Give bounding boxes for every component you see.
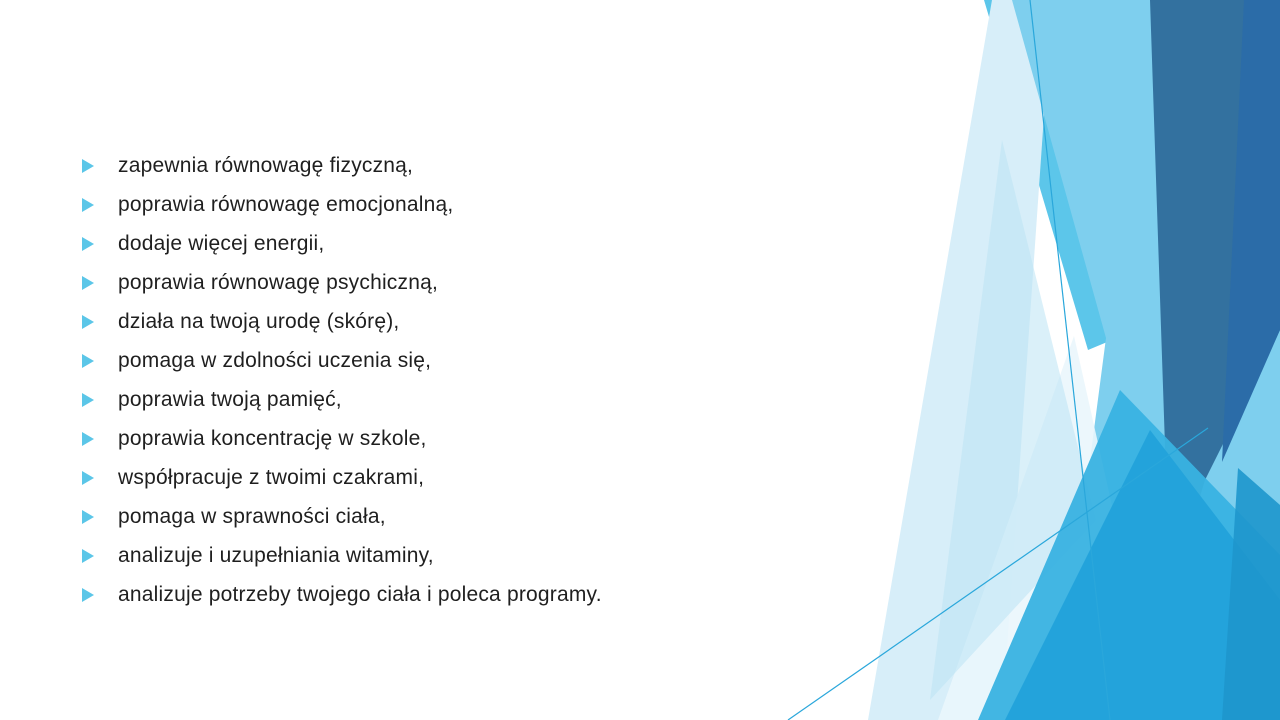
list-item-text: poprawia twoją pamięć,	[118, 387, 342, 411]
list-item-text: analizuje potrzeby twojego ciała i poleca programy.	[118, 582, 602, 606]
bullet-triangle-icon	[82, 393, 94, 407]
list-item-text: pomaga w zdolności uczenia się,	[118, 348, 432, 372]
list-item	[82, 263, 602, 302]
list-item-text: pomaga w sprawności ciała,	[118, 504, 386, 528]
bullet-triangle-icon	[82, 510, 94, 524]
bullet-triangle-icon	[82, 198, 94, 212]
bullet-triangle-icon	[82, 588, 94, 602]
list-item	[82, 146, 602, 185]
list-item-text: działa na twoją urodę (skórę),	[118, 309, 400, 333]
list-item	[82, 497, 602, 536]
list-item-text: analizuje i uzupełniania witaminy,	[118, 543, 434, 567]
list-item	[82, 302, 602, 341]
bullet-triangle-icon	[82, 159, 94, 173]
bullet-triangle-icon	[82, 276, 94, 290]
list-item-text: poprawia równowagę emocjonalną,	[118, 192, 454, 216]
bullet-triangle-icon	[82, 471, 94, 485]
bullet-triangle-icon	[82, 432, 94, 446]
list-item	[82, 380, 602, 419]
list-item	[82, 536, 602, 575]
list-item	[82, 185, 602, 224]
list-item	[82, 458, 602, 497]
bullet-triangle-icon	[82, 315, 94, 329]
list-item	[82, 341, 602, 380]
list-item-text: zapewnia równowagę fizyczną,	[118, 153, 414, 177]
list-item	[82, 419, 602, 458]
list-item	[82, 224, 602, 263]
bullet-list	[82, 146, 602, 614]
bullet-triangle-icon	[82, 237, 94, 251]
bullet-triangle-icon	[82, 549, 94, 563]
list-item-text: poprawia równowagę psychiczną,	[118, 270, 439, 294]
list-item-text: dodaje więcej energii,	[118, 231, 325, 255]
list-item	[82, 575, 602, 614]
list-item-text: współpracuje z twoimi czakrami,	[118, 465, 425, 489]
list-item-text: poprawia koncentrację w szkole,	[118, 426, 427, 450]
bullet-triangle-icon	[82, 354, 94, 368]
